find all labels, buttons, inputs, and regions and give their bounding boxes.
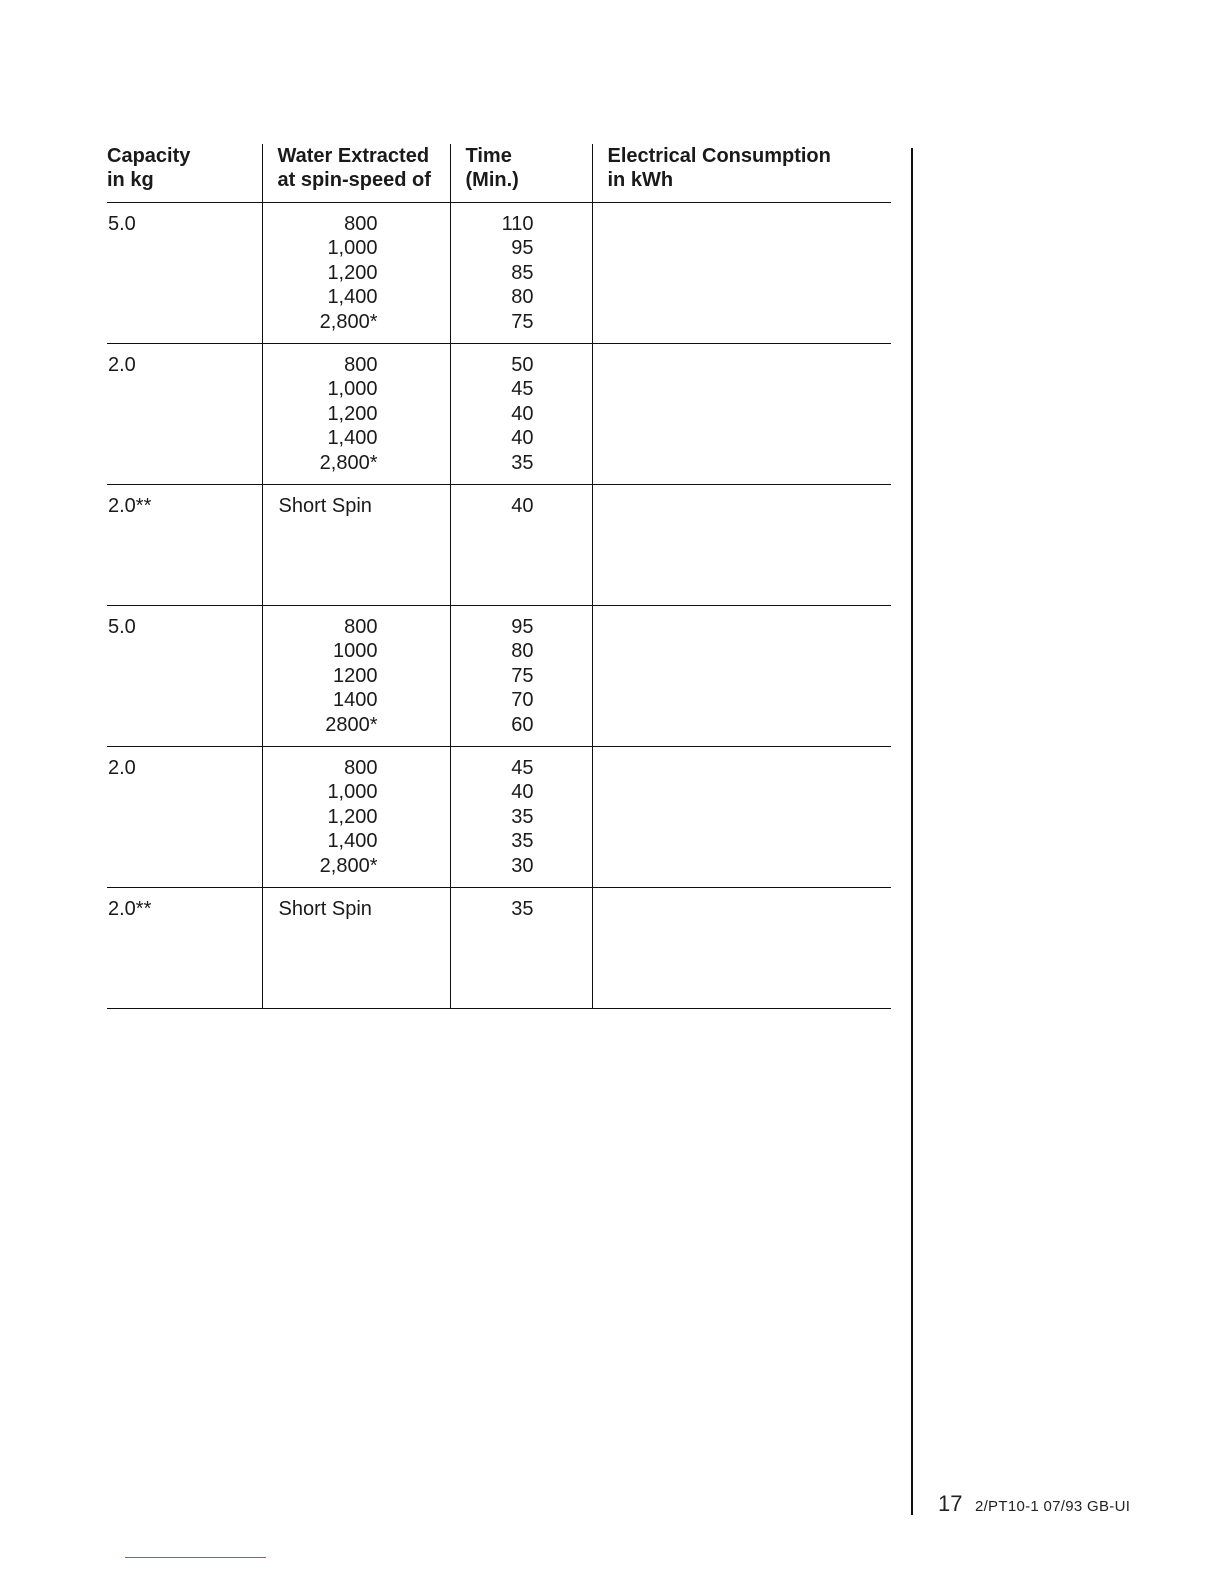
time-value: 75 (511, 664, 534, 687)
header-capacity-line2: in kg (107, 169, 154, 191)
table-row (107, 888, 891, 1009)
table-row (107, 747, 891, 888)
header-water-line1: Water Extracted (277, 145, 430, 167)
header-capacity-line1: Capacity (107, 145, 191, 167)
spin-speed-cell (262, 203, 450, 344)
header-time (450, 144, 592, 203)
spin-speed-value: 1,200 (327, 805, 378, 828)
spin-speed-value: 800 (344, 354, 378, 376)
time-value: 35 (511, 898, 534, 920)
spin-speed-value: 1,000 (327, 378, 378, 401)
header-water-line2: at spin-speed of (277, 169, 431, 191)
energy-cell (592, 485, 891, 606)
header-energy-line1: Electrical Consumption (607, 145, 831, 167)
spin-speed-value: 1,000 (327, 781, 378, 804)
spin-speed-text: Short Spin (278, 898, 372, 920)
spin-speed-value: 2800* (325, 713, 378, 736)
spin-speed-value: 1,400 (327, 427, 378, 450)
spin-speed-value: 800 (344, 213, 378, 235)
spin-speed-cell (262, 606, 450, 747)
energy-cell (592, 203, 891, 344)
spin-speed-cell (262, 747, 450, 888)
table-row (107, 606, 891, 747)
time-value: 45 (511, 757, 534, 779)
capacity-cell: 2.0** (107, 888, 262, 1009)
table-row (107, 344, 891, 485)
energy-cell (592, 606, 891, 747)
capacity-cell: 5.0 (107, 203, 262, 344)
time-cell (450, 606, 592, 747)
right-margin-rule (911, 148, 913, 1515)
time-value: 50 (511, 354, 534, 376)
time-value: 110 (501, 213, 534, 235)
time-value: 30 (511, 854, 534, 877)
spin-speed-value: 1,200 (327, 261, 378, 284)
time-value: 95 (511, 616, 534, 638)
time-value: 40 (511, 495, 534, 517)
spin-speed-text: Short Spin (278, 495, 372, 517)
time-value: 40 (511, 427, 534, 450)
header-time-line1: Time (465, 145, 512, 167)
spin-speed-value: 2,800* (319, 451, 378, 474)
time-value: 40 (511, 402, 534, 425)
capacity-cell: 5.0 (107, 606, 262, 747)
time-value: 35 (511, 805, 534, 828)
time-cell (450, 747, 592, 888)
time-value: 70 (511, 689, 534, 712)
document-code: 2/PT10-1 07/93 GB-UI (974, 1498, 1131, 1515)
spin-speed-value: 1,400 (327, 286, 378, 309)
time-value: 85 (511, 261, 534, 284)
spin-speed-value: 800 (344, 757, 378, 779)
time-cell (450, 203, 592, 344)
page-number: 17 (938, 1491, 963, 1516)
header-electrical-consumption (592, 144, 891, 203)
time-value: 95 (511, 237, 534, 260)
header-energy-line2: in kWh (607, 169, 674, 191)
capacity-cell: 2.0 (107, 344, 262, 485)
spin-speed-cell (262, 485, 450, 606)
energy-cell (592, 888, 891, 1009)
table-row (107, 485, 891, 606)
page-footer (938, 1491, 1130, 1517)
time-value: 80 (511, 640, 534, 663)
spin-speed-value: 1,000 (327, 237, 378, 260)
time-value: 75 (511, 310, 534, 333)
time-value: 80 (511, 286, 534, 309)
spin-speed-value: 1,400 (327, 830, 378, 853)
spin-speed-value: 1400 (333, 689, 378, 712)
table-row (107, 203, 891, 344)
time-cell (450, 344, 592, 485)
spin-speed-value: 1200 (333, 664, 378, 687)
header-water-extracted (262, 144, 450, 203)
spin-speed-cell (262, 344, 450, 485)
spin-speed-value: 1000 (333, 640, 378, 663)
header-capacity (107, 144, 262, 203)
table-header-row (107, 144, 891, 203)
bottom-underline (125, 1557, 266, 1558)
energy-cell (592, 747, 891, 888)
spin-speed-value: 2,800* (319, 854, 378, 877)
spin-speed-value: 1,200 (327, 402, 378, 425)
spin-speed-value: 800 (344, 616, 378, 638)
header-time-line2: (Min.) (465, 169, 519, 191)
time-value: 35 (511, 830, 534, 853)
capacity-cell: 2.0 (107, 747, 262, 888)
time-cell (450, 485, 592, 606)
time-value: 45 (511, 378, 534, 401)
time-value: 60 (511, 713, 534, 736)
spin-speed-cell (262, 888, 450, 1009)
capacity-cell: 2.0** (107, 485, 262, 606)
energy-cell (592, 344, 891, 485)
time-cell (450, 888, 592, 1009)
spin-extraction-table (107, 144, 891, 1009)
time-value: 40 (511, 781, 534, 804)
spin-speed-value: 2,800* (319, 310, 378, 333)
time-value: 35 (511, 451, 534, 474)
